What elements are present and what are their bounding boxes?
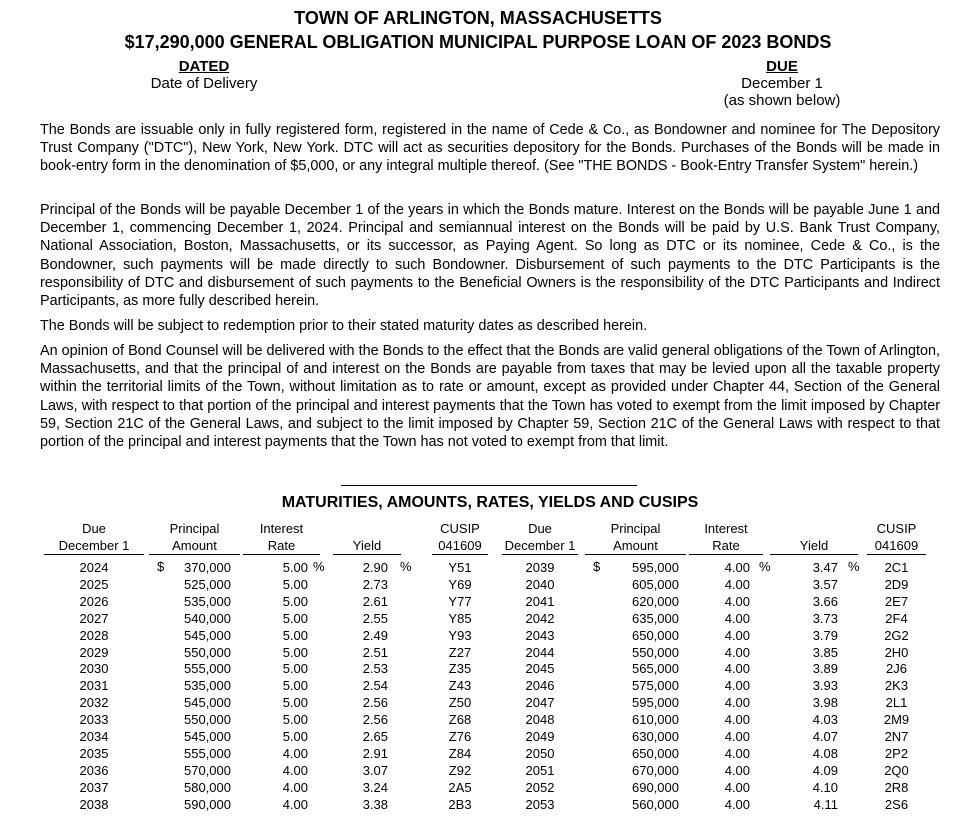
dollar-sign: $ [157, 559, 165, 574]
maturity-year: 2033 [79, 712, 109, 728]
cusip-suffix: 2K3 [884, 678, 909, 694]
percent-sign: % [848, 559, 860, 574]
principal-amount: 545,000 [184, 695, 231, 711]
yield-value: 2.54 [362, 678, 388, 694]
principal-amount: 650,000 [632, 745, 679, 761]
maturity-year: 2041 [525, 593, 555, 609]
yield-value: 4.03 [812, 712, 838, 728]
column-header-rate: Interest Rate [243, 520, 320, 555]
principal-amount: 535,000 [184, 593, 231, 609]
maturity-year: 2024 [79, 560, 109, 575]
yield-value: 3.57 [812, 576, 838, 592]
maturity-year: 2049 [525, 729, 555, 744]
cusip-suffix: Z35 [448, 661, 472, 677]
maturity-year: 2034 [79, 729, 109, 744]
interest-rate: 4.00 [724, 796, 750, 812]
interest-rate: 5.00 [282, 644, 308, 660]
cusip-suffix: 2N7 [884, 729, 909, 744]
cusip-suffix: Y51 [448, 560, 472, 575]
maturity-year: 2032 [79, 695, 109, 711]
interest-rate: 4.00 [724, 661, 750, 677]
column-header-principal: Principal Amount [585, 520, 686, 555]
due-value: December 1 [741, 75, 823, 92]
column-header-principal: Principal Amount [149, 520, 240, 555]
interest-rate: 4.00 [724, 745, 750, 761]
cusip-suffix: Z50 [448, 695, 472, 711]
maturity-year: 2038 [79, 796, 109, 812]
percent-sign: % [759, 559, 771, 574]
cusip-suffix: Z27 [448, 644, 472, 660]
bond-title: $17,290,000 GENERAL OBLIGATION MUNICIPAL PURPOSE LOAN OF 2023 BONDS [124, 32, 832, 52]
maturity-year: 2046 [525, 678, 555, 694]
cusip-suffix: 2M9 [883, 712, 910, 728]
cusip-suffix: Y69 [448, 576, 472, 592]
interest-rate: 5.00 [282, 593, 308, 609]
interest-rate: 4.00 [282, 745, 308, 761]
cusip-suffix: 2D9 [884, 576, 909, 592]
maturity-year: 2039 [525, 560, 555, 575]
percent-sign: % [400, 559, 412, 574]
cusip-suffix: 2E7 [884, 593, 909, 609]
interest-rate: 4.00 [724, 593, 750, 609]
yield-value: 4.09 [812, 762, 838, 778]
interest-rate: 4.00 [724, 560, 750, 575]
due-note: (as shown below) [723, 92, 841, 109]
yield-value: 3.98 [812, 695, 838, 711]
yield-value: 3.38 [362, 796, 388, 812]
interest-rate: 4.00 [724, 779, 750, 795]
maturity-year: 2030 [79, 661, 109, 677]
yield-value: 2.65 [362, 729, 388, 744]
principal-amount: 555,000 [184, 661, 231, 677]
yield-value: 2.91 [362, 745, 388, 761]
maturity-year: 2053 [525, 796, 555, 812]
cusip-suffix: Z76 [448, 729, 472, 744]
yield-value: 2.49 [362, 627, 388, 643]
yield-value: 3.73 [812, 610, 838, 626]
principal-amount: 560,000 [632, 796, 679, 812]
cusip-suffix: 2Q0 [884, 762, 909, 778]
interest-rate: 4.00 [282, 779, 308, 795]
cusip-suffix: Y85 [448, 610, 472, 626]
interest-rate: 5.00 [282, 560, 308, 575]
cusip-suffix: 2J6 [886, 661, 907, 677]
interest-rate: 4.00 [282, 796, 308, 812]
maturity-year: 2028 [79, 627, 109, 643]
principal-amount: 670,000 [632, 762, 679, 778]
dated-label: DATED [178, 58, 230, 75]
cusip-suffix: 2R8 [884, 779, 909, 795]
interest-rate: 4.00 [724, 762, 750, 778]
maturity-year: 2037 [79, 779, 109, 795]
maturity-year: 2047 [525, 695, 555, 711]
interest-rate: 4.00 [724, 644, 750, 660]
interest-rate: 4.00 [724, 610, 750, 626]
principal-amount: 370,000 [184, 560, 231, 575]
column-header-yield: Yield [770, 520, 858, 555]
cusip-suffix: Z43 [448, 678, 472, 694]
principal-amount: 650,000 [632, 627, 679, 643]
principal-amount: 620,000 [632, 593, 679, 609]
cusip-suffix: 2S6 [884, 796, 909, 812]
yield-value: 4.07 [812, 729, 838, 744]
yield-value: 3.07 [362, 762, 388, 778]
principal-amount: 595,000 [632, 695, 679, 711]
cusip-suffix: Z68 [448, 712, 472, 728]
column-header-yield: Yield [333, 520, 401, 555]
cusip-suffix: 2A5 [448, 779, 472, 795]
cusip-suffix: 2L1 [885, 695, 908, 711]
yield-value: 3.93 [812, 678, 838, 694]
interest-rate: 5.00 [282, 729, 308, 744]
cusip-suffix: Y93 [448, 627, 472, 643]
yield-value: 4.11 [813, 796, 838, 812]
yield-value: 3.66 [812, 593, 838, 609]
cusip-suffix: 2G2 [884, 627, 909, 643]
due-label: DUE [766, 58, 798, 75]
interest-rate: 5.00 [282, 610, 308, 626]
column-header-due: Due December 1 [44, 520, 144, 555]
maturity-year: 2027 [79, 610, 109, 626]
interest-rate: 4.00 [724, 695, 750, 711]
maturity-year: 2048 [525, 712, 555, 728]
interest-rate: 4.00 [724, 678, 750, 694]
principal-amount: 525,000 [184, 576, 231, 592]
maturity-year: 2026 [79, 593, 109, 609]
maturity-year: 2029 [79, 644, 109, 660]
principal-amount: 605,000 [632, 576, 679, 592]
yield-value: 3.89 [812, 661, 838, 677]
maturities-title: MATURITIES, AMOUNTS, RATES, YIELDS AND CUSIPS [281, 494, 699, 511]
interest-rate: 5.00 [282, 695, 308, 711]
maturity-year: 2025 [79, 576, 109, 592]
document-title: TOWN OF ARLINGTON, MASSACHUSETTS [294, 8, 662, 28]
paragraph-registration: The Bonds are issuable only in fully registered form, registered in the name of Cede & Co., as Bondowner and nominee for The Depository Trust Company ("DTC"), New York, New York. DTC will act as securities depository for the Bonds. Purchases of the Bonds will be made in book-entry form in the denomination of $5,000, or any integral multiple thereof. (See "THE BONDS - Book-Entry Transfer System" herein.) [40, 122, 940, 175]
principal-amount: 540,000 [184, 610, 231, 626]
yield-value: 2.90 [362, 560, 388, 575]
principal-amount: 545,000 [184, 729, 231, 744]
yield-value: 3.85 [812, 644, 838, 660]
interest-rate: 4.00 [724, 712, 750, 728]
yield-value: 2.61 [362, 593, 388, 609]
dollar-sign: $ [593, 559, 601, 574]
yield-value: 2.56 [362, 712, 388, 728]
interest-rate: 5.00 [282, 627, 308, 643]
column-header-cusip: CUSIP 041609 [867, 520, 926, 555]
maturity-year: 2031 [79, 678, 109, 694]
maturity-year: 2052 [525, 779, 555, 795]
interest-rate: 4.00 [724, 627, 750, 643]
yield-value: 2.51 [362, 644, 388, 660]
dated-value: Date of Delivery [150, 75, 258, 92]
cusip-suffix: 2H0 [884, 644, 909, 660]
principal-amount: 550,000 [184, 712, 231, 728]
column-header-rate: Interest Rate [689, 520, 763, 555]
yield-value: 3.79 [812, 627, 838, 643]
yield-value: 3.24 [362, 779, 388, 795]
cusip-suffix: Z92 [448, 762, 472, 778]
principal-amount: 690,000 [632, 779, 679, 795]
interest-rate: 4.00 [282, 762, 308, 778]
due-block [682, 58, 882, 109]
yield-value: 2.53 [362, 661, 388, 677]
yield-value: 3.47 [812, 560, 838, 575]
cusip-suffix: Z84 [448, 745, 472, 761]
principal-amount: 575,000 [632, 678, 679, 694]
principal-amount: 595,000 [632, 560, 679, 575]
dated-block [104, 58, 304, 92]
percent-sign: % [313, 559, 325, 574]
paragraph-opinion: An opinion of Bond Counsel will be delivered with the Bonds to the effect that the Bonds are valid general obligations of the Town of Arlington, Massachusetts, and that the principal of and interest on the Bonds are payable from taxes that may be levied upon all the taxable property within the territorial limits of the Town, without limitation as to rate or amount, except as provided under Chapter 44, Section of the General Laws, with respect to that portion of the principal and interest payments that the Town has voted to exempt from the limit imposed by Chapter 59, Section 21C of the General Laws, and subject to the limit imposed by Chapter 59, Section 21C of the General Laws with respect to that portion of the principal and interest payments that the Town has not voted to exempt from that limit. [40, 343, 940, 451]
cusip-suffix: 2F4 [885, 610, 908, 626]
principal-amount: 550,000 [184, 644, 231, 660]
cusip-suffix: 2C1 [884, 560, 909, 575]
interest-rate: 5.00 [282, 576, 308, 592]
maturity-year: 2035 [79, 745, 109, 761]
principal-amount: 570,000 [184, 762, 231, 778]
interest-rate: 4.00 [724, 576, 750, 592]
principal-amount: 580,000 [184, 779, 231, 795]
cusip-suffix: 2B3 [448, 796, 472, 812]
column-header-cusip: CUSIP 041609 [432, 520, 488, 555]
maturity-year: 2040 [525, 576, 555, 592]
principal-amount: 535,000 [184, 678, 231, 694]
maturity-year: 2044 [525, 644, 555, 660]
paragraph-redemption: The Bonds will be subject to redemption prior to their stated maturity dates as described herein. [40, 318, 648, 334]
interest-rate: 5.00 [282, 661, 308, 677]
divider [341, 485, 637, 486]
maturity-year: 2050 [525, 745, 555, 761]
maturity-year: 2045 [525, 661, 555, 677]
cusip-suffix: Y77 [448, 593, 472, 609]
yield-value: 2.55 [362, 610, 388, 626]
principal-amount: 555,000 [184, 745, 231, 761]
maturity-year: 2042 [525, 610, 555, 626]
maturity-year: 2043 [525, 627, 555, 643]
paragraph-payment: Principal of the Bonds will be payable December 1 of the years in which the Bonds mature. Interest on the Bonds will be payable June 1 and December 1, commencing December 1, 2024. Principal and semiannual interest on the Bonds will be paid by U.S. Bank Trust Company, National Association, Boston, Massachusetts, or its successor, as Paying Agent. So long as DTC or its nominee, Cede & Co., is the Bondowner, such payments will be made directly to such Bondowner. Disbursement of such payments to the DTC Participants is the responsibility of DTC and disbursement of such payments to the Beneficial Owners is the responsibility of the DTC Participants and Indirect Participants, as more fully described herein. [40, 202, 940, 310]
yield-value: 2.56 [362, 695, 388, 711]
interest-rate: 4.00 [724, 729, 750, 744]
interest-rate: 5.00 [282, 678, 308, 694]
principal-amount: 635,000 [632, 610, 679, 626]
principal-amount: 630,000 [632, 729, 679, 744]
principal-amount: 610,000 [632, 712, 679, 728]
yield-value: 4.10 [812, 779, 838, 795]
yield-value: 4.08 [812, 745, 838, 761]
interest-rate: 5.00 [282, 712, 308, 728]
maturity-year: 2051 [525, 762, 555, 778]
cusip-suffix: 2P2 [884, 745, 909, 761]
principal-amount: 545,000 [184, 627, 231, 643]
principal-amount: 550,000 [632, 644, 679, 660]
principal-amount: 590,000 [184, 796, 231, 812]
maturity-year: 2036 [79, 762, 109, 778]
principal-amount: 565,000 [632, 661, 679, 677]
yield-value: 2.73 [362, 576, 388, 592]
column-header-due: Due December 1 [502, 520, 578, 555]
